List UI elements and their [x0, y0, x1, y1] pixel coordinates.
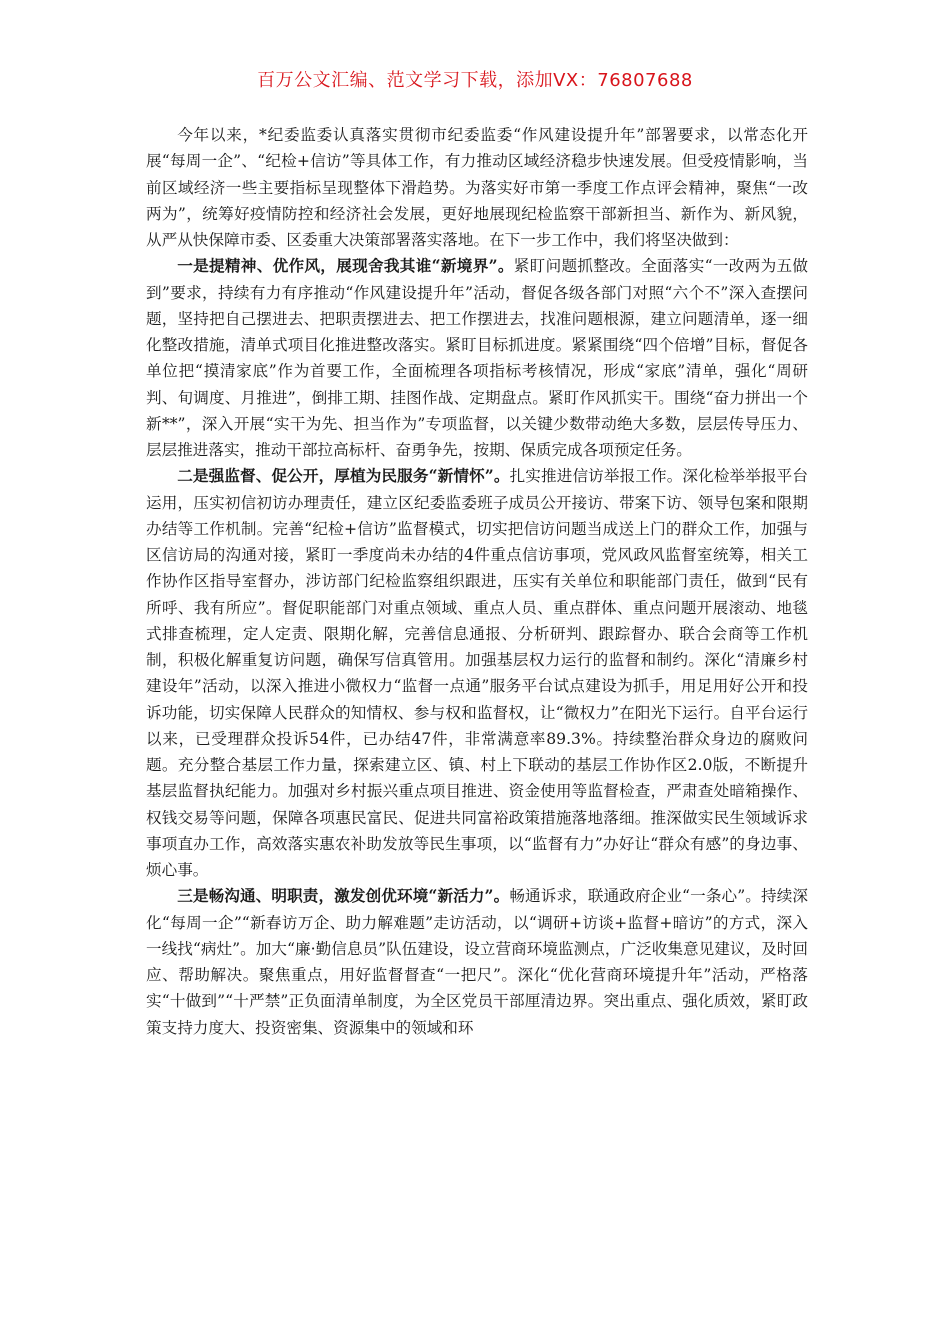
section-paragraph-1 — [146, 253, 808, 463]
section-body: 扎实推进信访举报工作。深化检举举报平台运用，压实初信初访办理责任，建立区纪委监委班子成员公开接访、带案下访、领导包案和限期办结等工作机制。完善“纪检+信访”监督模式，切实把信访问题当成送上门的群众工作，加强与区信访局的沟通对接，紧盯一季度尚未办结的4件重点信访事项，党风政风监督室统筹，相关工作协作区指导室督办，涉访部门纪检监察组织跟进，压实有关单位和职能部门责任，做到“民有所呼、我有所应”。督促职能部门对重点领域、重点人员、重点群体、重点问题开展滚动、地毯式排查梳理，定人定责、限期化解，完善信息通报、分析研判、跟踪督办、联合会商等工作机制，积极化解重复访问题，确保写信真管用。加强基层权力运行的监督和制约。深化“清廉乡村建设年”活动，以深入推进小微权力“监督一点通”服务平台试点建设为抓手，用足用好公开和投诉功能，切实保障人民群众的知情权、参与权和监督权，让“微权力”在阳光下运行。自平台运行以来，已受理群众投诉54件，已办结47件，非常满意率89.3%。持续整治群众身边的腐败问题。充分整合基层工作力量，探索建立区、镇、村上下联动的基层工作协作区2.0版，不断提升基层监督执纪能力。加强对乡村振兴重点项目推进、资金使用等监督检查，严肃查处暗箱操作、权钱交易等问题，保障各项惠民富民、促进共同富裕政策措施落地落细。推深做实民生领域诉求事项直办工作，高效落实惠农补助发放等民生事项，以“监督有力”办好让“群众有感”的身边事、烦心事。 — [146, 467, 808, 879]
section-paragraph-3 — [146, 883, 808, 1041]
section-lead: 三是畅沟通、明职责，激发创优环境“新活力”。 — [177, 886, 510, 906]
document-body — [146, 122, 808, 1041]
section-paragraph-2 — [146, 463, 808, 883]
promo-banner: 百万公文汇编、范文学习下载，添加VX：76807688 — [257, 70, 693, 91]
section-body: 畅通诉求，联通政府企业“一条心”。持续深化“每周一企”“新春访万企、助力解难题”走访活动，以“调研+访谈+监督+暗访”的方式，深入一线找“病灶”。加大“廉·勤信息员”队伍建设，设立营商环境监测点，广泛收集意见建议，及时回应、帮助解决。聚焦重点，用好监督督查“一把尺”。深化“优化营商环境提升年”活动，严格落实“十做到”“十严禁”正负面清单制度，为全区党员干部厘清边界。突出重点、强化质效，紧盯政策支持力度大、投资密集、资源集中的领域和环 — [146, 887, 808, 1037]
section-lead: 二是强监督、促公开，厚植为民服务“新情怀”。 — [177, 466, 510, 486]
intro-paragraph: 今年以来，*纪委监委认真落实贯彻市纪委监委“作风建设提升年”部署要求，以常态化开展“每周一企”、“纪检+信访”等具体工作，有力推动区域经济稳步快速发展。但受疫情影响，当前区域经济一些主要指标呈现整体下滑趋势。为落实好市第一季度工作点评会精神，聚焦“一改两为”，统筹好疫情防控和经济社会发展，更好地展现纪检监察干部新担当、新作为、新风貌，从严从快保障市委、区委重大决策部署落实落地。在下一步工作中，我们将坚决做到： — [146, 126, 808, 249]
section-body: 紧盯问题抓整改。全面落实“一改两为五做到”要求，持续有力有序推动“作风建设提升年”活动，督促各级各部门对照“六个不”深入查摆问题，坚持把自己摆进去、把职责摆进去、把工作摆进去，找准问题根源，建立问题清单，逐一细化整改措施，清单式项目化推进整改落实。紧盯目标抓进度。紧紧围绕“四个倍增”目标，督促各单位把“摸清家底”作为首要工作，全面梳理各项指标考核情况，形成“家底”清单，强化“周研判、旬调度、月推进”，倒排工期、挂图作战、定期盘点。紧盯作风抓实干。围绕“奋力拼出一个新**”，深入开展“实干为先、担当作为”专项监督，以关键少数带动绝大多数，层层传导压力、层层推进落实，推动干部拉高标杆、奋勇争先，按期、保质完成各项预定任务。 — [146, 257, 808, 459]
section-lead: 一是提精神、优作风，展现舍我其谁“新境界”。 — [177, 256, 514, 276]
